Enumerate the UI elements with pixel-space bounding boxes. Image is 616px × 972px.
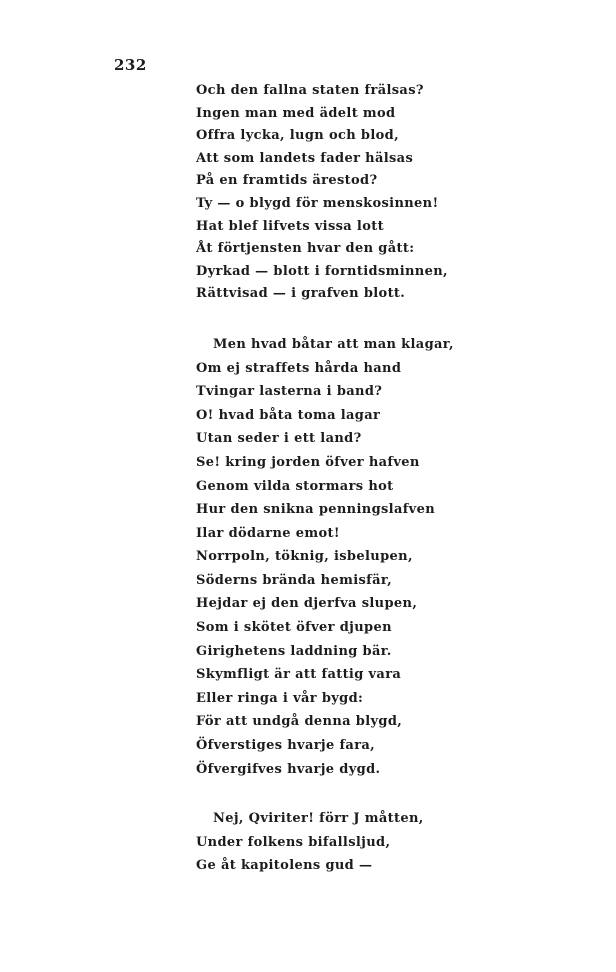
poem-line: Girighetens laddning bär. [196,643,392,659]
stanza-3 [196,807,496,878]
stanza-1 [196,80,496,306]
poem-text [196,80,496,878]
poem-line: För att undgå denna blygd, [196,714,403,730]
poem-line: Eller ringa i vår bygd: [196,690,364,706]
poem-line: Offra lycka, lugn och blod, [196,128,399,144]
page-number: 232 [114,56,147,74]
poem-line: Se! kring jorden öfver hafven [196,454,420,470]
poem-line: Dyrkad — blott i forntidsminnen, [196,263,448,279]
poem-line: Hejdar ej den djerfva slupen, [196,596,418,612]
poem-line: Och den fallna staten frälsas? [196,83,424,98]
poem-line: Norrpoln, töknig, isbelupen, [196,549,413,565]
poem-line: Åt förtjensten hvar den gått: [196,241,415,257]
poem-line: Ilar dödarne emot! [196,525,340,541]
poem-line: Om ej straffets hårda hand [196,360,402,376]
poem-line: Hat blef lifvets vissa lott [196,218,384,234]
poem-line: Ty — o blygd för menskosinnen! [196,195,439,211]
poem-line: Hur den snikna penningslafven [196,502,436,518]
poem-line: O! hvad båta toma lagar [196,407,381,423]
poem-line: På en framtids ärestod? [196,173,378,189]
poem-line: Genom vilda stormars hot [196,478,394,494]
poem-line: Utan seder i ett land? [196,431,362,447]
poem-line: Söderns brända hemisfär, [196,572,392,588]
poem-line: Tvingar lasterna i band? [196,384,383,400]
poem-line: Rättvisad — i grafven blott. [196,286,406,302]
poem-line: Nej, Qviriter! förr J måtten, [213,811,424,827]
poem-line: Som i skötet öfver djupen [196,620,392,636]
poem-line: Under folkens bifallsljud, [196,834,391,850]
poem-line: Skymfligt är att fattig vara [196,667,402,683]
poem-line: Öfvergifves hvarje dygd. [196,761,381,777]
stanza-2 [196,333,496,781]
poem-line: Ingen man med ädelt mod [196,105,396,121]
poem-line: Men hvad båtar att man klagar, [213,336,454,352]
poem-line: Att som landets fader hälsas [196,150,414,166]
poem-line: Öfverstiges hvarje fara, [196,738,376,754]
poem-line: Ge åt kapitolens gud — [196,858,373,874]
